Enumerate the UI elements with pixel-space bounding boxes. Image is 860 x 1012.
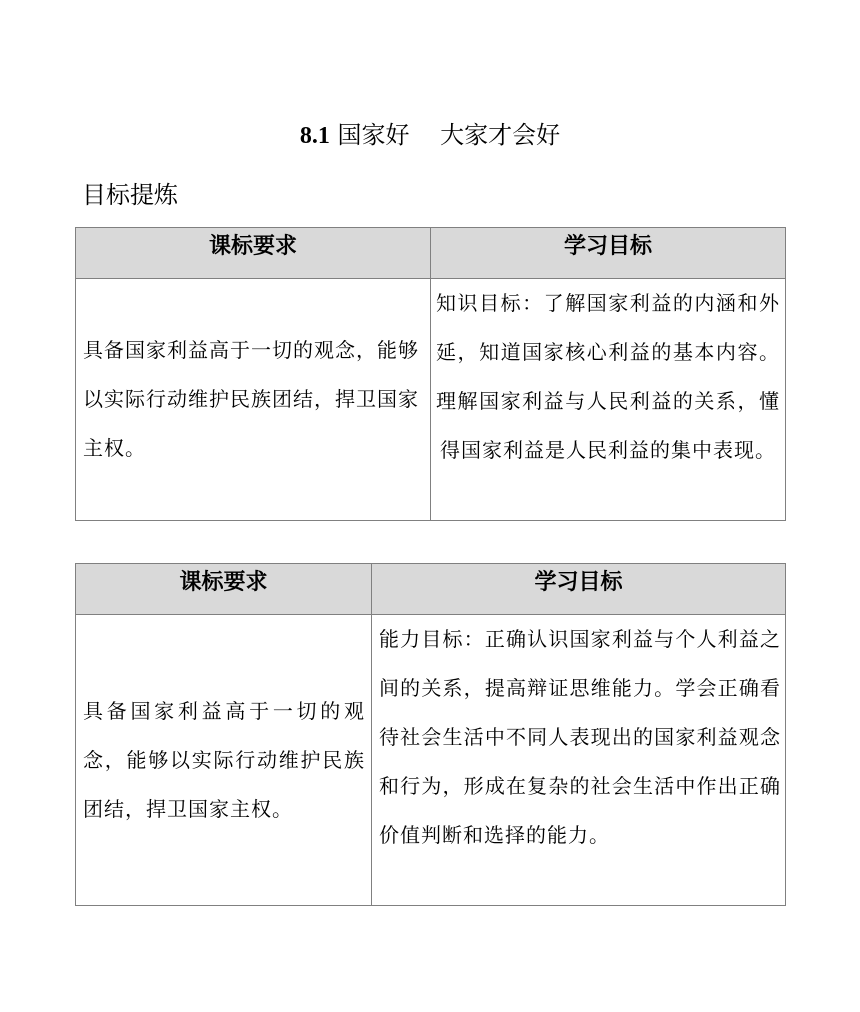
lesson-number: 8.1 (299, 123, 330, 149)
section-heading: 目标提炼 (82, 181, 178, 209)
table-header-row (76, 564, 786, 615)
requirement-cell: 具备国家利益高于一切的观念，能够以实际行动维护民族团结，捍卫国家主权。 (76, 615, 372, 906)
page-title (0, 118, 860, 153)
table-header-row (76, 228, 786, 279)
goal-column-header: 学习目标 (372, 564, 786, 615)
goals-table (75, 227, 786, 521)
lesson-title: 国家好 大家才会好 (329, 121, 561, 149)
goals-table (75, 563, 786, 906)
learning-goal-cell: 能力目标：正确认识国家利益与个人利益之间的关系，提高辩证思维能力。学会正确看待社会生活中不同人表现出的国家利益观念和行为，形成在复杂的社会生活中作出正确价值判断和选择的能力。 (372, 615, 786, 906)
table-row (76, 279, 786, 521)
requirement-cell: 具备国家利益高于一切的观念，能够以实际行动维护民族团结，捍卫国家主权。 (76, 279, 431, 521)
table-row (76, 615, 786, 906)
learning-goal-cell: 知识目标：了解国家利益的内涵和外延，知道国家核心利益的基本内容。理解国家利益与人民利益的关系，懂得国家利益是人民利益的集中表现。 (431, 279, 786, 521)
requirement-column-header: 课标要求 (76, 228, 431, 279)
requirement-column-header: 课标要求 (76, 564, 372, 615)
goal-column-header: 学习目标 (431, 228, 786, 279)
